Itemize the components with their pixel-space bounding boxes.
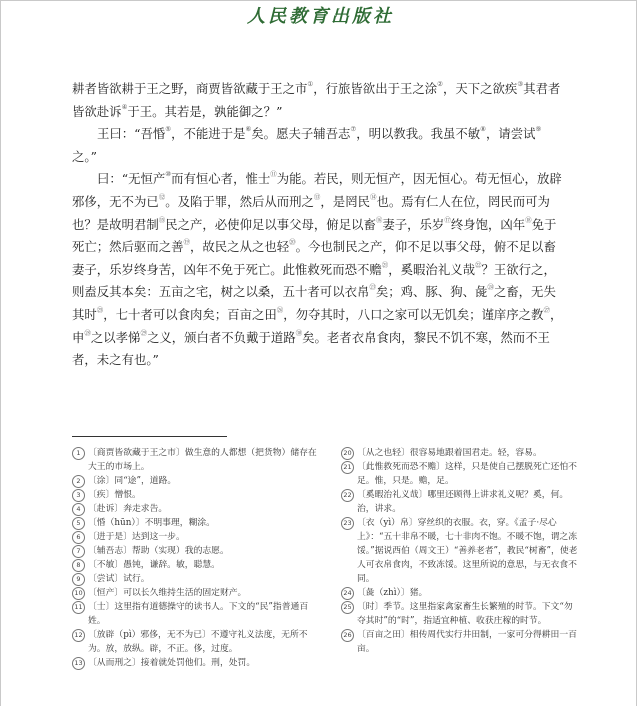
- footnote-text: 〔从之也轻〕很容易地跟着国君走。轻，容易。: [357, 448, 542, 458]
- text-segment: ，请尝试: [485, 126, 536, 142]
- footnote-marker: ⑲: [183, 238, 191, 247]
- text-segment: ，申: [72, 306, 563, 345]
- footnote: [72, 530, 317, 544]
- footnote: [72, 586, 317, 600]
- footnote-marker: ㉓: [369, 283, 376, 292]
- footnote-marker: ⑦: [350, 125, 357, 134]
- footnote-number: 10: [72, 587, 85, 600]
- footnote-text: 〔衣（yì）帛〕穿丝织的衣服。衣，穿。《孟子·尽心上》：“五十非帛不暖，七十非肉不饱。不暖不饱，谓之冻馁。”据说西伯（周文王）“善养老者”，教民“树畜”，使老人可衣帛食肉，不致冻馁。这里所说的意思，与无衣食不同。: [357, 518, 578, 584]
- footnote-number: 13: [72, 657, 85, 670]
- footnote-separator: [72, 436, 227, 437]
- text-segment: ？王欲行之，则盍反其本矣：五亩之宅，树之以桑，五十者可以衣帛: [72, 261, 556, 300]
- footnote-number: 21: [341, 461, 354, 474]
- page-top-border: [0, 0, 637, 1]
- footnote: [72, 628, 317, 656]
- footnote: [341, 628, 581, 656]
- text-segment: ，是罔民: [320, 193, 370, 209]
- footnote-text: 〔奚暇治礼义哉〕哪里还顾得上讲求礼义呢？奚，何。治，讲求。: [357, 490, 569, 514]
- footnote-marker: ⑭: [369, 192, 377, 201]
- footnote-number: 11: [72, 601, 85, 614]
- footnote-number: 24: [341, 587, 354, 600]
- footnote-number: 25: [341, 601, 354, 614]
- text-segment: 妻子，乐岁: [382, 216, 445, 232]
- text-segment: ，故民之从之也轻: [190, 239, 290, 255]
- paragraph-2: [72, 123, 564, 168]
- footnote-text: 〔百亩之田〕相传周代实行井田制，一家可分得耕田一百亩。: [357, 630, 577, 654]
- text-segment: ，勿夺其时，八口之家可以无饥矣；谨庠序之教: [283, 306, 544, 322]
- footnote-text: 〔恒产〕可以长久维持生活的固定财产。: [88, 588, 247, 598]
- footnote-text: 〔此惟救死而恐不赡〕这样，只是使自己摆脱死亡还怕不足。惟，只是。赡，足。: [357, 462, 577, 486]
- text-segment: 免于死亡；然后驱而之善: [72, 216, 557, 255]
- footnote-marker: ⑳: [289, 238, 296, 247]
- footnote-marker: ㉘: [84, 328, 91, 337]
- footnote-number: 9: [72, 573, 85, 586]
- footnote-number: 26: [341, 629, 354, 642]
- footnote: [72, 656, 317, 670]
- text-segment: 之畜，无失其时: [72, 284, 556, 322]
- footnote-marker: ③: [517, 80, 524, 88]
- paragraph-3: [72, 168, 564, 371]
- footnote-marker: ㉗: [543, 305, 550, 314]
- text-segment: 。今也制民之产，仰不足以事父母，俯不足以畜妻子，乐岁终身苦，凶年不免于死亡。此惟救死而恐不赡: [72, 239, 556, 277]
- footnote-marker: ㉒: [475, 260, 482, 269]
- footnote-marker: ⑯: [375, 215, 383, 224]
- footnote: [341, 488, 581, 516]
- footnote-number: 20: [341, 447, 354, 460]
- footnote-marker: ㉚: [295, 328, 303, 337]
- footnote-number: 8: [72, 559, 85, 572]
- footnote-number: 1: [72, 447, 85, 460]
- footnote-marker: ⑬: [313, 192, 321, 201]
- text-segment: ，不能进于是: [171, 126, 246, 142]
- footnote-text: 〔涂〕同“途”，道路。: [88, 476, 177, 486]
- footnote-number: 2: [72, 475, 85, 488]
- page-left-border: [0, 0, 1, 706]
- footnote-marker: ㉕: [96, 305, 104, 314]
- footnote-marker: ⑮: [158, 215, 166, 224]
- footnote: [72, 572, 317, 586]
- text-segment: ，行旅皆欲出于王之涂: [313, 81, 438, 96]
- footnote-marker: ⑫: [158, 192, 166, 201]
- footnote: [72, 502, 317, 516]
- text-segment: 也。焉有仁人在位，罔民而可为也？是故明君制: [72, 193, 550, 232]
- text-segment: ，七十者可以食肉矣；百亩之田: [103, 306, 277, 322]
- footnote: [72, 544, 317, 558]
- footnote: [341, 586, 581, 600]
- text-segment: 而有恒心者，惟士: [171, 171, 271, 187]
- footnote-marker: ⑩: [165, 170, 172, 179]
- text-segment: 于王。其若是，孰能御之？”: [127, 103, 283, 119]
- footnote-text: 〔从而刑之〕接着就处罚他们。刑，处罚。: [88, 658, 256, 668]
- footnotes-right-column: [341, 446, 581, 656]
- footnote-number: 3: [72, 489, 85, 502]
- footnote-marker: ㉔: [487, 283, 494, 292]
- footnote-marker: ①: [307, 80, 314, 88]
- text-segment: 矣。老者衣帛食肉，黎民不饥不寒，然而不王者，未之有也。”: [72, 329, 550, 368]
- text-segment: 曰：“无恒产: [97, 171, 166, 187]
- footnote-text: 〔士〕这里指有道德操守的读书人。下文的“民”指普通百姓。: [88, 602, 309, 626]
- footnote: [72, 474, 317, 488]
- footnote-number: 23: [341, 517, 354, 530]
- footnote: [72, 488, 317, 502]
- footnote-marker: ⑧: [480, 125, 486, 134]
- text-segment: 之以孝悌: [90, 329, 141, 345]
- footnote: [72, 600, 317, 628]
- footnotes-left-column: [72, 446, 317, 670]
- footnote-number: 4: [72, 503, 85, 516]
- text-segment: ，奚暇治礼义哉: [388, 261, 475, 277]
- text-segment: 。及陷于罪，然后从而刑之: [165, 193, 314, 209]
- paragraph-1: [72, 78, 564, 123]
- footnote-text: 〔彘（zhì）〕猪。: [357, 588, 428, 598]
- footnote: [72, 516, 317, 530]
- text-segment: 之。”: [72, 148, 97, 164]
- text-segment: 其君者皆欲赴诉: [72, 81, 561, 119]
- footnote-marker: ㉖: [276, 305, 284, 314]
- text-segment: 王曰：“吾惛: [97, 126, 166, 142]
- footnote-text: 〔时〕季节。这里指家禽家畜生长繁殖的时节。下文“勿夺其时”的“时”，指适宜种植、收获庄稼的时节。: [357, 602, 573, 626]
- text-segment: ，天下之欲疾: [442, 81, 518, 96]
- text-segment: 为能。若民，则无恒产，因无恒心。苟无恒心，放辟邪侈，无不为已: [72, 171, 562, 209]
- text-segment: 矣；鸡、豚、狗、彘: [375, 284, 488, 300]
- footnote-text: 〔辅吾志〕帮助（实现）我的志愿。: [88, 546, 229, 556]
- footnote: [72, 446, 317, 474]
- publisher-logo: 人民教育出版社: [247, 6, 394, 27]
- text-segment: 矣。愿夫子辅吾志: [251, 126, 351, 142]
- footnote-marker: ⑰: [444, 215, 451, 224]
- footnote-text: 〔疾〕憎恨。: [88, 490, 141, 500]
- main-text: [72, 78, 564, 372]
- footnote: [341, 460, 581, 488]
- footnote-marker: ⑥: [245, 125, 252, 134]
- footnote-marker: ㉑: [381, 260, 389, 269]
- footnote-text: 〔进于是〕达到这一步。: [88, 532, 185, 542]
- footnote-text: 〔惛（hūn）〕不明事理，糊涂。: [88, 518, 215, 528]
- footnote-text: 〔放辟（pì）邪侈，无不为已〕不遵守礼义法度，无所不为。放，放纵。辟，不正。侈，过度。: [88, 630, 308, 654]
- footnote-number: 12: [72, 629, 85, 642]
- footnote-number: 7: [72, 545, 85, 558]
- text-segment: 之义，颁白者不负戴于道路: [146, 329, 296, 345]
- text-segment: 民之产，必使仰足以事父母，俯足以畜: [165, 216, 376, 232]
- footnote-number: 22: [341, 489, 354, 502]
- footnote-marker: ⑨: [535, 125, 542, 134]
- footnote-marker: ④: [121, 102, 128, 111]
- text-segment: 耕者皆欲耕于王之野，商贾皆欲藏于王之市: [72, 81, 308, 96]
- footnote: [72, 558, 317, 572]
- text-segment: 终身饱，凶年: [450, 216, 526, 232]
- footnote-text: 〔尝试〕试行。: [88, 574, 150, 584]
- footnote-marker: ⑪: [270, 170, 277, 179]
- footnote: [341, 446, 581, 460]
- footnote-number: 6: [72, 531, 85, 544]
- footnote-marker: ②: [437, 80, 443, 88]
- text-segment: ，明以教我。我虽不敏: [356, 126, 481, 142]
- footnote-text: 〔不敏〕愚钝，谦辞。敏，聪慧。: [88, 560, 220, 570]
- footnote-text: 〔赴诉〕奔走求告。: [88, 504, 168, 514]
- footnote: [341, 516, 581, 586]
- footnote-marker: ⑱: [525, 215, 532, 224]
- footnote-number: 5: [72, 517, 85, 530]
- footnote-marker: ⑤: [165, 125, 172, 134]
- footnote-text: 〔商贾皆欲藏于王之市〕做生意的人都想（把货物）储存在大王的市场上。: [88, 448, 317, 472]
- footnote: [341, 600, 581, 628]
- footnote-marker: ㉙: [140, 328, 147, 337]
